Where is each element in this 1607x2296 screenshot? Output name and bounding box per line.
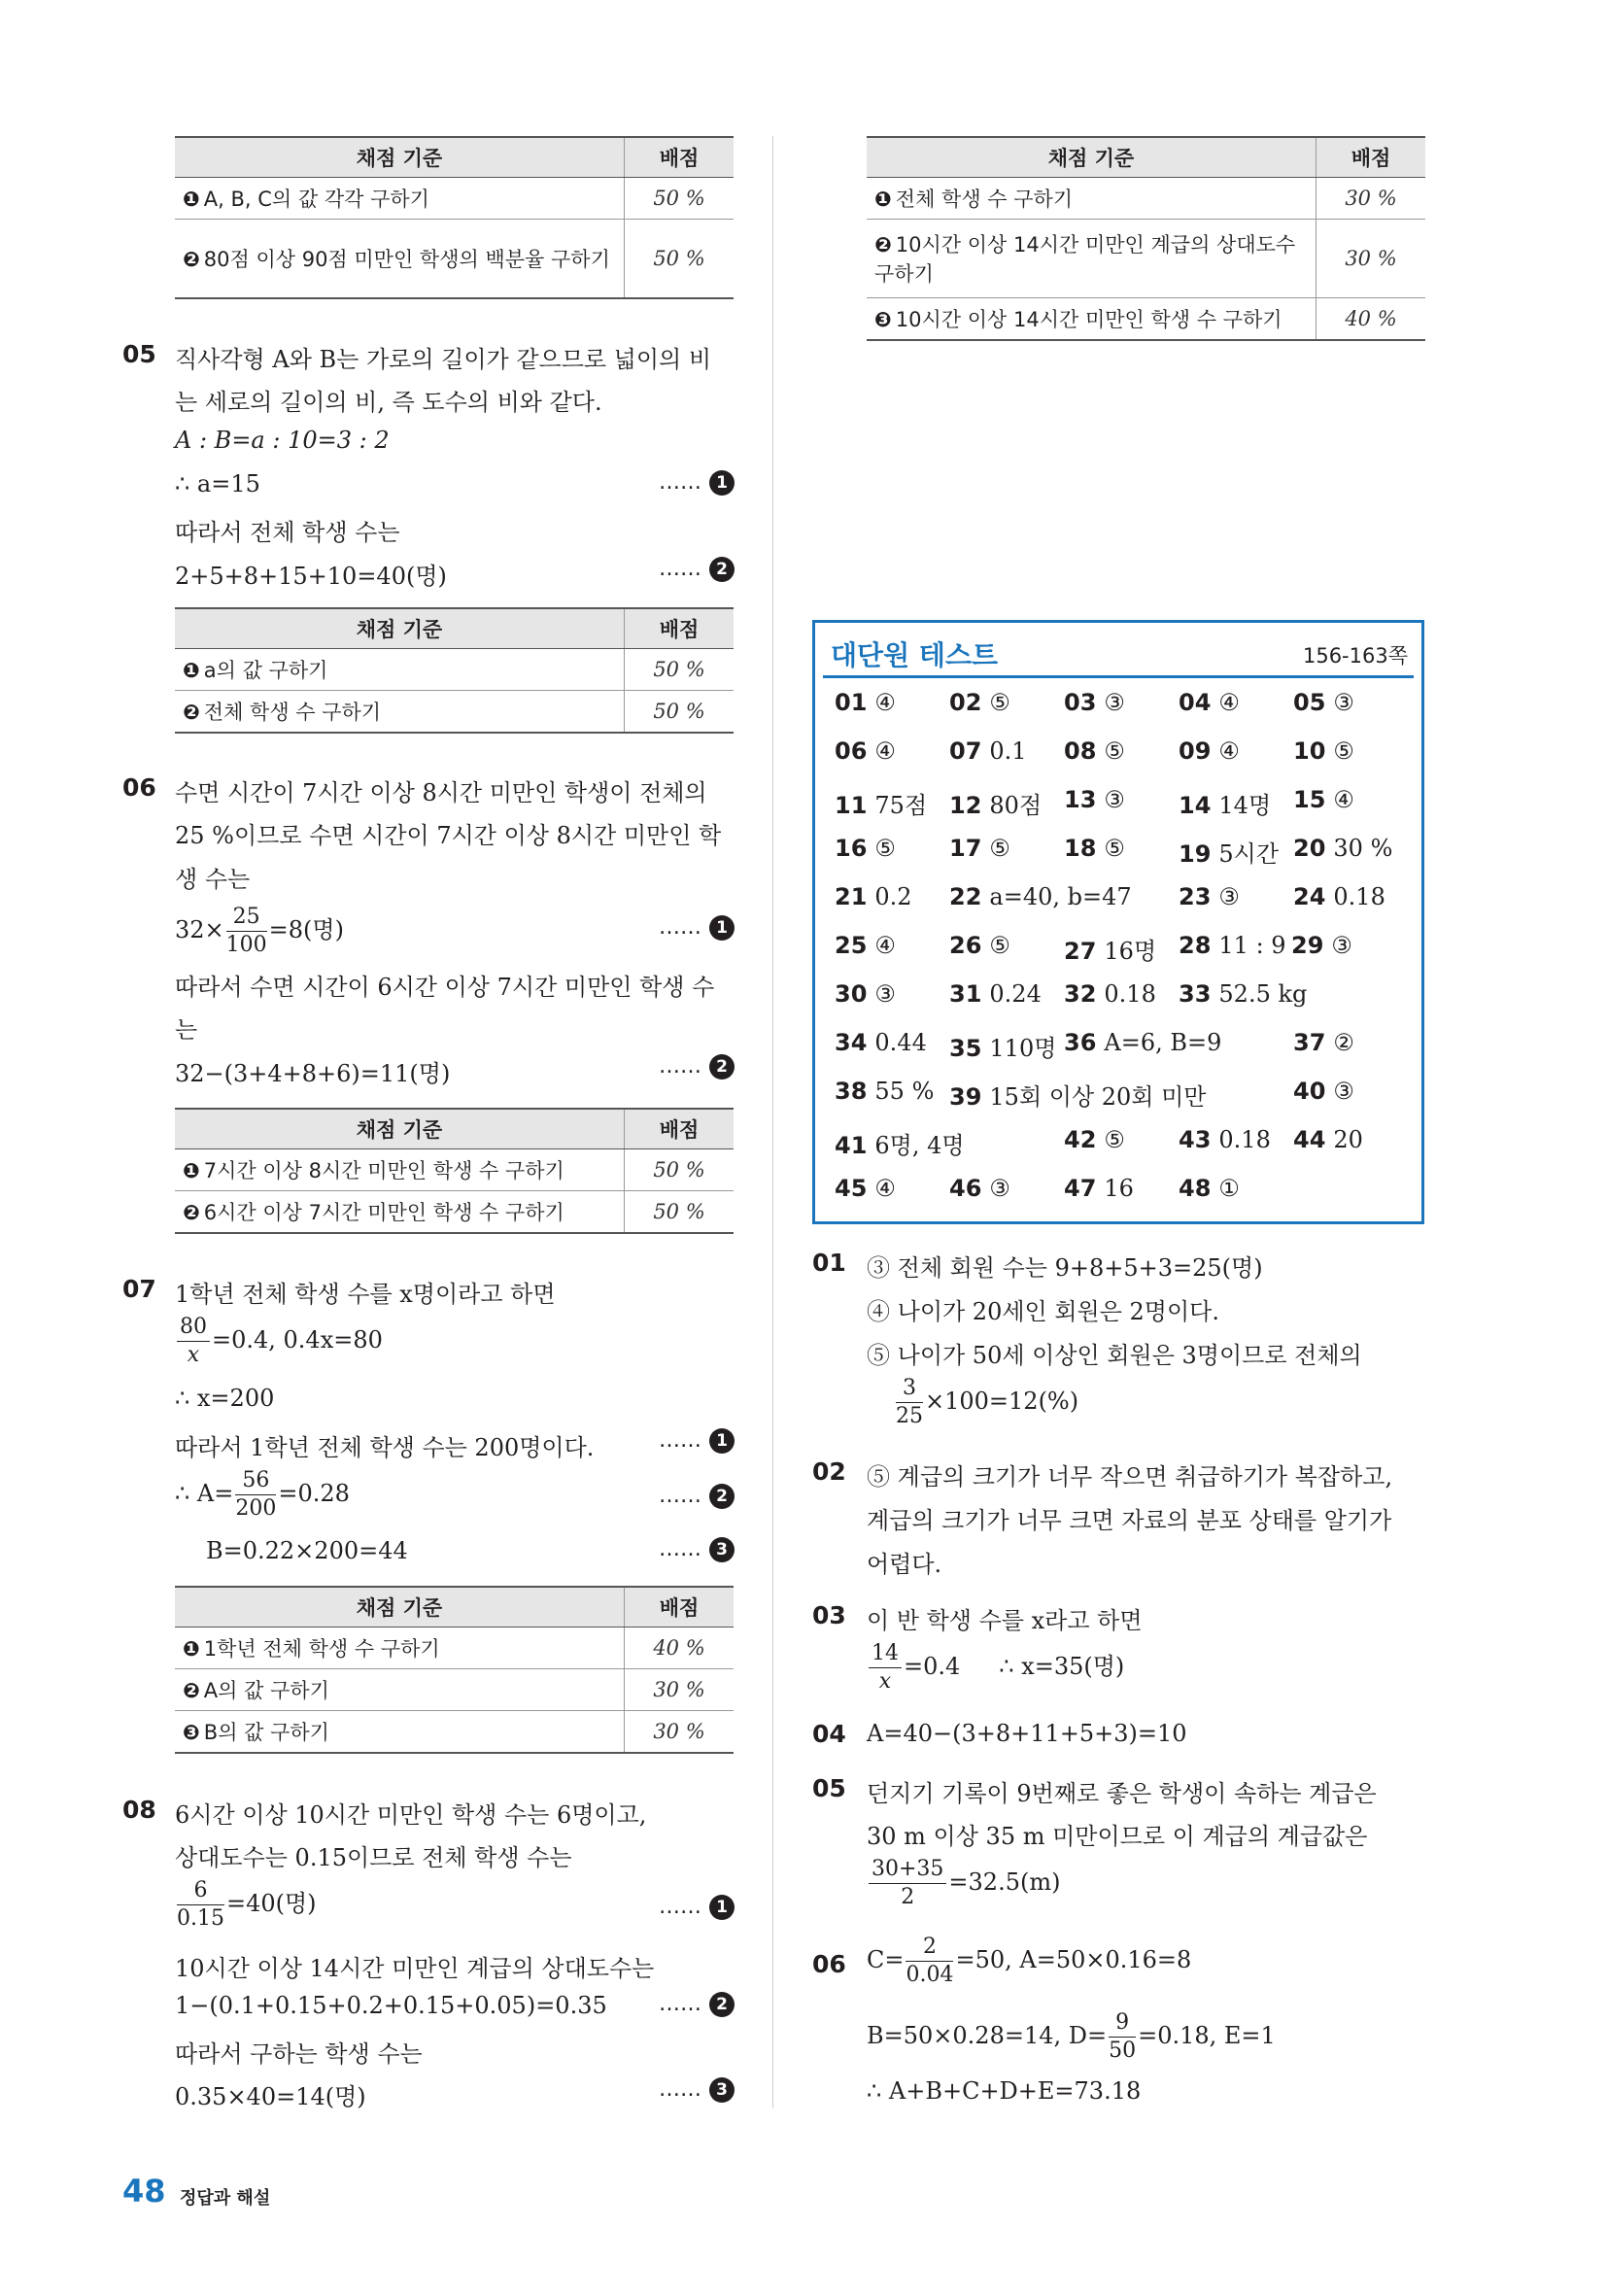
unit-test-title: 대단원 테스트 xyxy=(831,639,999,671)
text-line: 생 수는 xyxy=(175,866,251,893)
text-line: 이 반 학생 수를 x라고 하면 xyxy=(867,1607,1143,1634)
step-marker: …… 1 xyxy=(659,1428,735,1454)
solution-number: 03 xyxy=(812,1601,846,1629)
answer-item: 16 ⑤ xyxy=(835,835,896,862)
answer-item: 43 0.18 xyxy=(1179,1126,1271,1153)
text-line: ∴ x=200 xyxy=(175,1385,275,1412)
table-row: ❷ 전체 학생 수 구하기 50 % xyxy=(175,691,734,734)
text-line: C= $\frac{2}{0.04}$ =50, A=50×0.16=8 xyxy=(867,1935,1192,1987)
text-line: 10시간 이상 14시간 미만인 계급의 상대도수는 xyxy=(175,1955,655,1982)
table-row: ❶ 1학년 전체 학생 수 구하기 40 % xyxy=(175,1628,734,1669)
answer-item: 37 ② xyxy=(1293,1029,1354,1056)
table-row: ❶ 7시간 이상 8시간 미만인 학생 수 구하기 50 % xyxy=(175,1149,734,1191)
text-line: 32−(3+4+8+6)=11(명) xyxy=(175,1060,451,1087)
answer-item: 15 ④ xyxy=(1293,786,1354,813)
text-line: 2+5+8+15+10=40(명) xyxy=(175,563,447,590)
answer-item: 22 a=40, b=47 xyxy=(949,883,1132,910)
text-line: ⑤ 나이가 50세 이상인 회원은 3명이므로 전체의 xyxy=(867,1342,1362,1369)
step-marker: …… 2 xyxy=(659,1054,735,1079)
step-marker: …… 1 xyxy=(659,470,735,496)
text-line: B=0.22×200=44 xyxy=(206,1537,408,1564)
text-line: $\frac{30+35}{2}$ =32.5(m) xyxy=(867,1856,1060,1911)
text-line: 던지기 기록이 9번째로 좋은 학생이 속하는 계급은 xyxy=(867,1780,1377,1807)
text-line: 상대도수는 0.15이므로 전체 학생 수는 xyxy=(175,1844,572,1871)
table-row: ❶ A, B, C의 값 각각 구하기 50 % xyxy=(175,178,734,220)
answer-item: 48 ① xyxy=(1179,1175,1240,1202)
step-marker: …… 3 xyxy=(659,2077,735,2103)
score-table-q05: 채점 기준 배점 ❶ a의 값 구하기 50 % ❷ 전체 학생 수 구하기 50 % xyxy=(175,607,734,734)
text-line: 따라서 1학년 전체 학생 수는 200명이다. xyxy=(175,1434,595,1461)
step-marker: …… 1 xyxy=(659,1895,735,1920)
text-line: 6시간 이상 10시간 미만인 학생 수는 6명이고, xyxy=(175,1801,647,1829)
answer-item: 03 ③ xyxy=(1064,689,1125,716)
answer-item: 20 30 % xyxy=(1293,835,1393,862)
answer-item: 41 6명, 4명 xyxy=(835,1132,965,1159)
answer-item: 17 ⑤ xyxy=(949,835,1010,862)
answer-item: 11 75점 xyxy=(835,792,928,819)
unit-test-pages: 156-163쪽 xyxy=(1302,644,1408,668)
text-line: ④ 나이가 20세인 회원은 2명이다. xyxy=(867,1298,1219,1325)
answer-item: 23 ③ xyxy=(1179,883,1240,910)
table-row: ❸ 10시간 이상 14시간 미만인 학생 수 구하기 40 % xyxy=(867,298,1425,341)
unit-test-answer-box xyxy=(812,620,1424,1224)
answer-item: 10 ⑤ xyxy=(1293,737,1354,765)
question-number: 05 xyxy=(122,340,156,368)
answer-item: 47 16 xyxy=(1064,1175,1134,1202)
answer-item: 29 ③ xyxy=(1291,932,1352,959)
table-row: ❷ 10시간 이상 14시간 미만인 계급의 상대도수 구하기 30 % xyxy=(867,220,1425,298)
score-table-q07: 채점 기준 배점 ❶ 1학년 전체 학생 수 구하기 40 % ❷ A의 값 구하기 30 % ❸ B의 값 구하기 30 % xyxy=(175,1586,734,1754)
score-table-q06: 채점 기준 배점 ❶ 7시간 이상 8시간 미만인 학생 수 구하기 50 % ❷ 6시간 이상 7시간 미만인 학생 수 구하기 50 % xyxy=(175,1108,734,1234)
answer-item: 02 ⑤ xyxy=(949,689,1010,716)
answer-item: 12 80점 xyxy=(949,792,1043,819)
answer-item: 09 ④ xyxy=(1179,737,1240,765)
answer-item: 06 ④ xyxy=(835,737,896,765)
step-marker: …… 2 xyxy=(659,557,735,582)
step-marker: …… 2 xyxy=(659,1484,735,1509)
text-line: 30 m 이상 35 m 미만이므로 이 계급의 계급값은 xyxy=(867,1823,1368,1850)
text-line: 수면 시간이 7시간 이상 8시간 미만인 학생이 전체의 xyxy=(175,779,707,806)
answer-item: 27 16명 xyxy=(1064,938,1157,965)
answer-item: 24 0.18 xyxy=(1293,883,1385,910)
score-table-q08: 채점 기준 배점 ❶ 전체 학생 수 구하기 30 % ❷ 10시간 이상 14시간 미만인 계급의 상대도수 구하기 30 % ❸ 10시간 이상 14시간 미만인 학생 수 구하기 40 % xyxy=(867,136,1425,341)
text-line: $\frac{3}{25}$ ×100=12(%) xyxy=(896,1376,1079,1428)
table-row: ❸ B의 값 구하기 30 % xyxy=(175,1711,734,1754)
table-row: ❶ 전체 학생 수 구하기 30 % xyxy=(867,178,1425,220)
answer-item: 34 0.44 xyxy=(835,1029,927,1056)
text-line: 따라서 구하는 학생 수는 xyxy=(175,2040,423,2068)
text-line: 직사각형 A와 B는 가로의 길이가 같으므로 넓이의 비 xyxy=(175,346,712,373)
text-line: 따라서 수면 시간이 6시간 이상 7시간 미만인 학생 수 xyxy=(175,974,715,1001)
answer-item: 28 11 : 9 xyxy=(1179,932,1286,959)
text-line: 32× $\frac{25}{100}$ =8(명) xyxy=(175,905,344,957)
answer-item: 30 ③ xyxy=(835,980,896,1008)
answer-item: 26 ⑤ xyxy=(949,932,1010,959)
answer-item: 36 A=6, B=9 xyxy=(1064,1029,1222,1056)
table-row: ❷ 80점 이상 90점 미만인 학생의 백분율 구하기 50 % xyxy=(175,220,734,299)
answer-item: 19 5시간 xyxy=(1179,840,1280,868)
footer-label: 정답과 해설 xyxy=(180,2188,271,2209)
column-divider xyxy=(772,136,773,2108)
answer-item: 33 52.5 kg xyxy=(1179,980,1308,1008)
text-line: A : B=a : 10=3 : 2 xyxy=(175,427,390,454)
text-line: ③ 전체 회원 수는 9+8+5+3=25(명) xyxy=(867,1254,1263,1282)
answer-item: 14 14명 xyxy=(1179,792,1272,819)
text-line: $\frac{80}{x}$ =0.4, 0.4x=80 xyxy=(175,1314,383,1369)
answer-item: 40 ③ xyxy=(1293,1078,1354,1105)
solution-number: 06 xyxy=(812,1950,846,1978)
text-line: B=50×0.28=14, D= $\frac{9}{50}$ =0.18, E=1 xyxy=(867,2010,1276,2063)
solution-number: 02 xyxy=(812,1457,846,1486)
text-line: $\frac{6}{0.15}$ =40(명) xyxy=(177,1878,317,1931)
text-line: 따라서 전체 학생 수는 xyxy=(175,519,400,546)
question-number: 07 xyxy=(122,1275,156,1303)
answer-item: 21 0.2 xyxy=(835,883,912,910)
answer-item: 01 ④ xyxy=(835,689,896,716)
solution-number: 04 xyxy=(812,1720,846,1748)
answer-item: 08 ⑤ xyxy=(1064,737,1125,765)
text-line: 25 %이므로 수면 시간이 7시간 이상 8시간 미만인 학 xyxy=(175,822,722,849)
text-line: 계급의 크기가 너무 크면 자료의 분포 상태를 알기가 xyxy=(867,1507,1392,1534)
answer-item: 42 ⑤ xyxy=(1064,1126,1125,1153)
answer-item: 04 ④ xyxy=(1179,689,1240,716)
answer-item: 44 20 xyxy=(1293,1126,1363,1153)
text-line: 1학년 전체 학생 수를 x명이라고 하면 xyxy=(175,1281,556,1308)
answer-item: 31 0.24 xyxy=(949,980,1042,1008)
answer-item: 13 ③ xyxy=(1064,786,1125,813)
table-row: ❷ 6시간 이상 7시간 미만인 학생 수 구하기 50 % xyxy=(175,1191,734,1234)
answer-item: 46 ③ xyxy=(949,1175,1010,1202)
answer-item: 39 15회 이상 20회 미만 xyxy=(949,1083,1207,1111)
solution-number: 05 xyxy=(812,1774,846,1802)
step-marker: …… 3 xyxy=(659,1537,735,1562)
text-line: 0.35×40=14(명) xyxy=(175,2083,366,2110)
box-title-rule xyxy=(823,675,1414,678)
solution-number: 01 xyxy=(812,1249,846,1277)
text-line: 어렵다. xyxy=(867,1551,942,1578)
text-line: 1−(0.1+0.15+0.2+0.15+0.05)=0.35 xyxy=(175,1992,607,2019)
answer-item: 25 ④ xyxy=(835,932,896,959)
text-line: $\frac{14}{x}$ =0.4 ∴ x=35(명) xyxy=(867,1640,1124,1696)
answer-item: 05 ③ xyxy=(1293,689,1354,716)
text-line: ∴ A= $\frac{56}{200}$ =0.28 xyxy=(175,1468,350,1521)
table-row: ❶ a의 값 구하기 50 % xyxy=(175,649,734,691)
answer-item: 45 ④ xyxy=(835,1175,896,1202)
text-line: A=40−(3+8+11+5+3)=10 xyxy=(867,1720,1187,1747)
text-line: 는 xyxy=(175,1016,198,1044)
question-number: 06 xyxy=(122,773,156,802)
answer-item: 18 ⑤ xyxy=(1064,835,1125,862)
text-line: ∴ A+B+C+D+E=73.18 xyxy=(867,2077,1142,2105)
table-row: ❷ A의 값 구하기 30 % xyxy=(175,1669,734,1711)
text-line: ⑤ 계급의 크기가 너무 작으면 취급하기가 복잡하고, xyxy=(867,1463,1393,1491)
step-marker: …… 2 xyxy=(659,1992,735,2017)
answer-item: 32 0.18 xyxy=(1064,980,1156,1008)
question-number: 08 xyxy=(122,1796,156,1824)
answer-item: 38 55 % xyxy=(835,1078,935,1105)
text-line: ∴ a=15 xyxy=(175,470,260,497)
step-marker: …… 1 xyxy=(659,915,735,941)
score-table-q04: 채점 기준 배점 ❶ A, B, C의 값 각각 구하기 50 % ❷ 80점 이상 90점 미만인 학생의 백분율 구하기 50 % xyxy=(175,136,734,299)
page-number: 48 xyxy=(122,2173,166,2210)
answer-item: 07 0.1 xyxy=(949,737,1027,765)
answer-item: 35 110명 xyxy=(949,1035,1057,1062)
text-line: 는 세로의 길이의 비, 즉 도수의 비와 같다. xyxy=(175,389,602,416)
